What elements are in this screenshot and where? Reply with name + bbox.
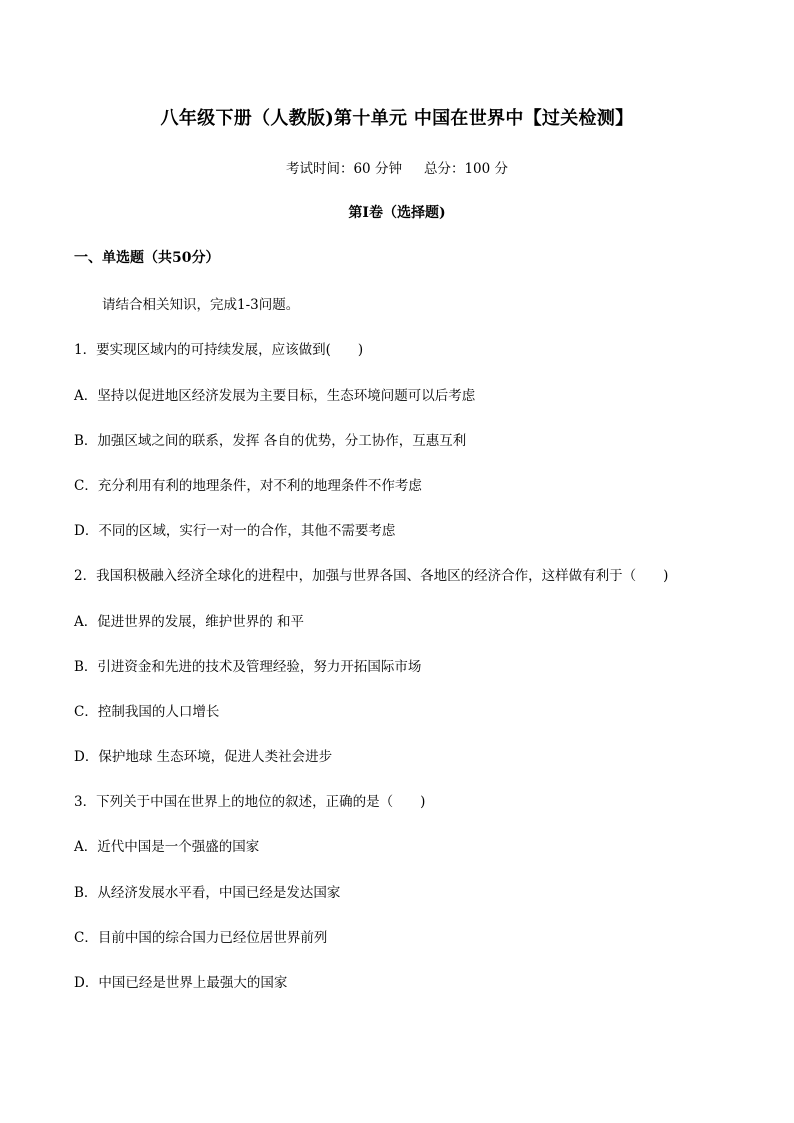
question-2-option-b: B．引进资金和先进的技术及管理经验，努力开拓国际市场: [74, 659, 422, 675]
question-3-stem: 3．下列关于中国在世界上的地位的叙述，正确的是（ ): [74, 794, 426, 810]
question-2-option-a: A．促进世界的发展，维护世界的 和平: [74, 614, 305, 630]
question-2-option-c: C．控制我国的人口增长: [74, 704, 220, 720]
exam-total-score: 总分：100 分: [423, 161, 509, 177]
volume-heading: 第I卷（选择题): [348, 205, 446, 221]
question-3-option-b: B．从经济发展水平看，中国已经是发达国家: [74, 885, 341, 901]
question-1-stem: 1．要实现区域内的可持续发展，应该做到( ): [74, 342, 364, 358]
question-1-option-b: B．加强区域之间的联系，发挥 各自的优势，分工协作，互惠互利: [74, 433, 467, 449]
question-intro: 请结合相关知识，完成1-3问题。: [102, 297, 300, 313]
question-3-option-c: C．目前中国的综合国力已经位居世界前列: [74, 930, 328, 946]
question-2-option-d: D．保护地球 生态环境，促进人类社会进步: [74, 749, 333, 765]
section-heading: 一、单选题（共50分）: [74, 250, 220, 266]
exam-time: 考试时间：60 分钟: [285, 161, 402, 177]
question-2-stem: 2．我国积极融入经济全球化的进程中，加强与世界各国、各地区的经济合作，这样做有利于（ ): [74, 568, 669, 584]
document-title: 八年级下册（人教版)第十单元 中国在世界中【过关检测】: [160, 108, 634, 129]
question-1-option-d: D．不同的区域，实行一对一的合作，其他不需要考虑: [74, 523, 396, 539]
question-3-option-d: D．中国已经是世界上最强大的国家: [74, 975, 288, 991]
question-1-option-a: A．坚持以促进地区经济发展为主要目标，生态环境问题可以后考虑: [74, 388, 476, 404]
question-3-option-a: A．近代中国是一个强盛的国家: [74, 839, 260, 855]
question-1-option-c: C．充分利用有利的地理条件，对不利的地理条件不作考虑: [74, 478, 422, 494]
exam-info: [0, 157, 794, 177]
